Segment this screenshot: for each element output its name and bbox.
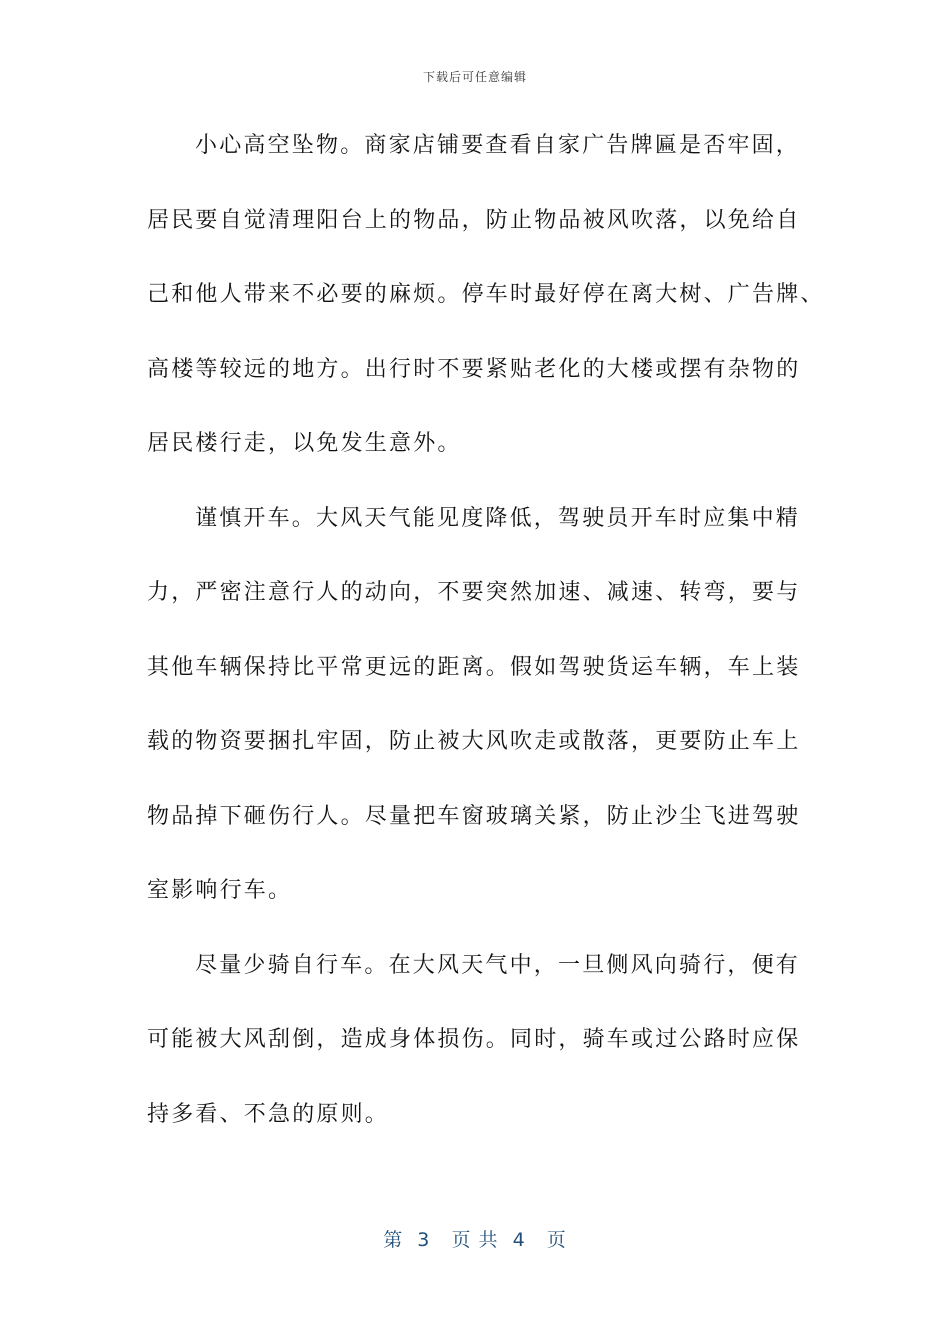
paragraph-3-line-1: 尽量少骑自行车。在大风天气中，一旦侧风向骑行，便有	[195, 952, 801, 978]
paragraph-1-line-1: 小心高空坠物。商家店铺要查看自家广告牌匾是否牢固，	[195, 133, 801, 158]
paragraph-1-line-3: 己和他人带来不必要的麻烦。停车时最好停在离大树、广告牌、	[147, 282, 825, 307]
paragraph-2-line-3: 其他车辆保持比平常更远的距离。假如驾驶货运车辆，车上装	[147, 654, 801, 680]
paragraph-1-line-2: 居民要自觉清理阳台上的物品，防止物品被风吹落，以免给自	[147, 207, 801, 233]
paragraph-1-line-4: 高楼等较远的地方。出行时不要紧贴老化的大楼或摆有杂物的	[147, 356, 801, 382]
paragraph-2-line-4: 载的物资要捆扎牢固，防止被大风吹走或散落，更要防止车上	[147, 729, 801, 754]
paragraph-2-line-5: 物品掉下砸伤行人。尽量把车窗玻璃关紧，防止沙尘飞进驾驶	[147, 803, 801, 829]
paragraph-3-line-2: 可能被大风刮倒，造成身体损伤。同时，骑车或过公路时应保	[147, 1027, 801, 1052]
page-number-footer: 第 3 页 共 4 页	[383, 1229, 567, 1251]
paragraph-2-line-6: 室影响行车。	[147, 878, 293, 903]
paragraph-1-line-5: 居民楼行走，以免发生意外。	[147, 431, 462, 456]
paragraph-2-line-2: 力，严密注意行人的动向，不要突然加速、减速、转弯，要与	[147, 580, 801, 605]
paragraph-2-line-1: 谨慎开车。大风天气能见度降低，驾驶员开车时应集中精	[195, 505, 801, 531]
document-body	[147, 124, 825, 1167]
page-header: 下载后可任意编辑	[422, 70, 527, 84]
paragraph-3-line-3: 持多看、不急的原则。	[147, 1101, 390, 1127]
